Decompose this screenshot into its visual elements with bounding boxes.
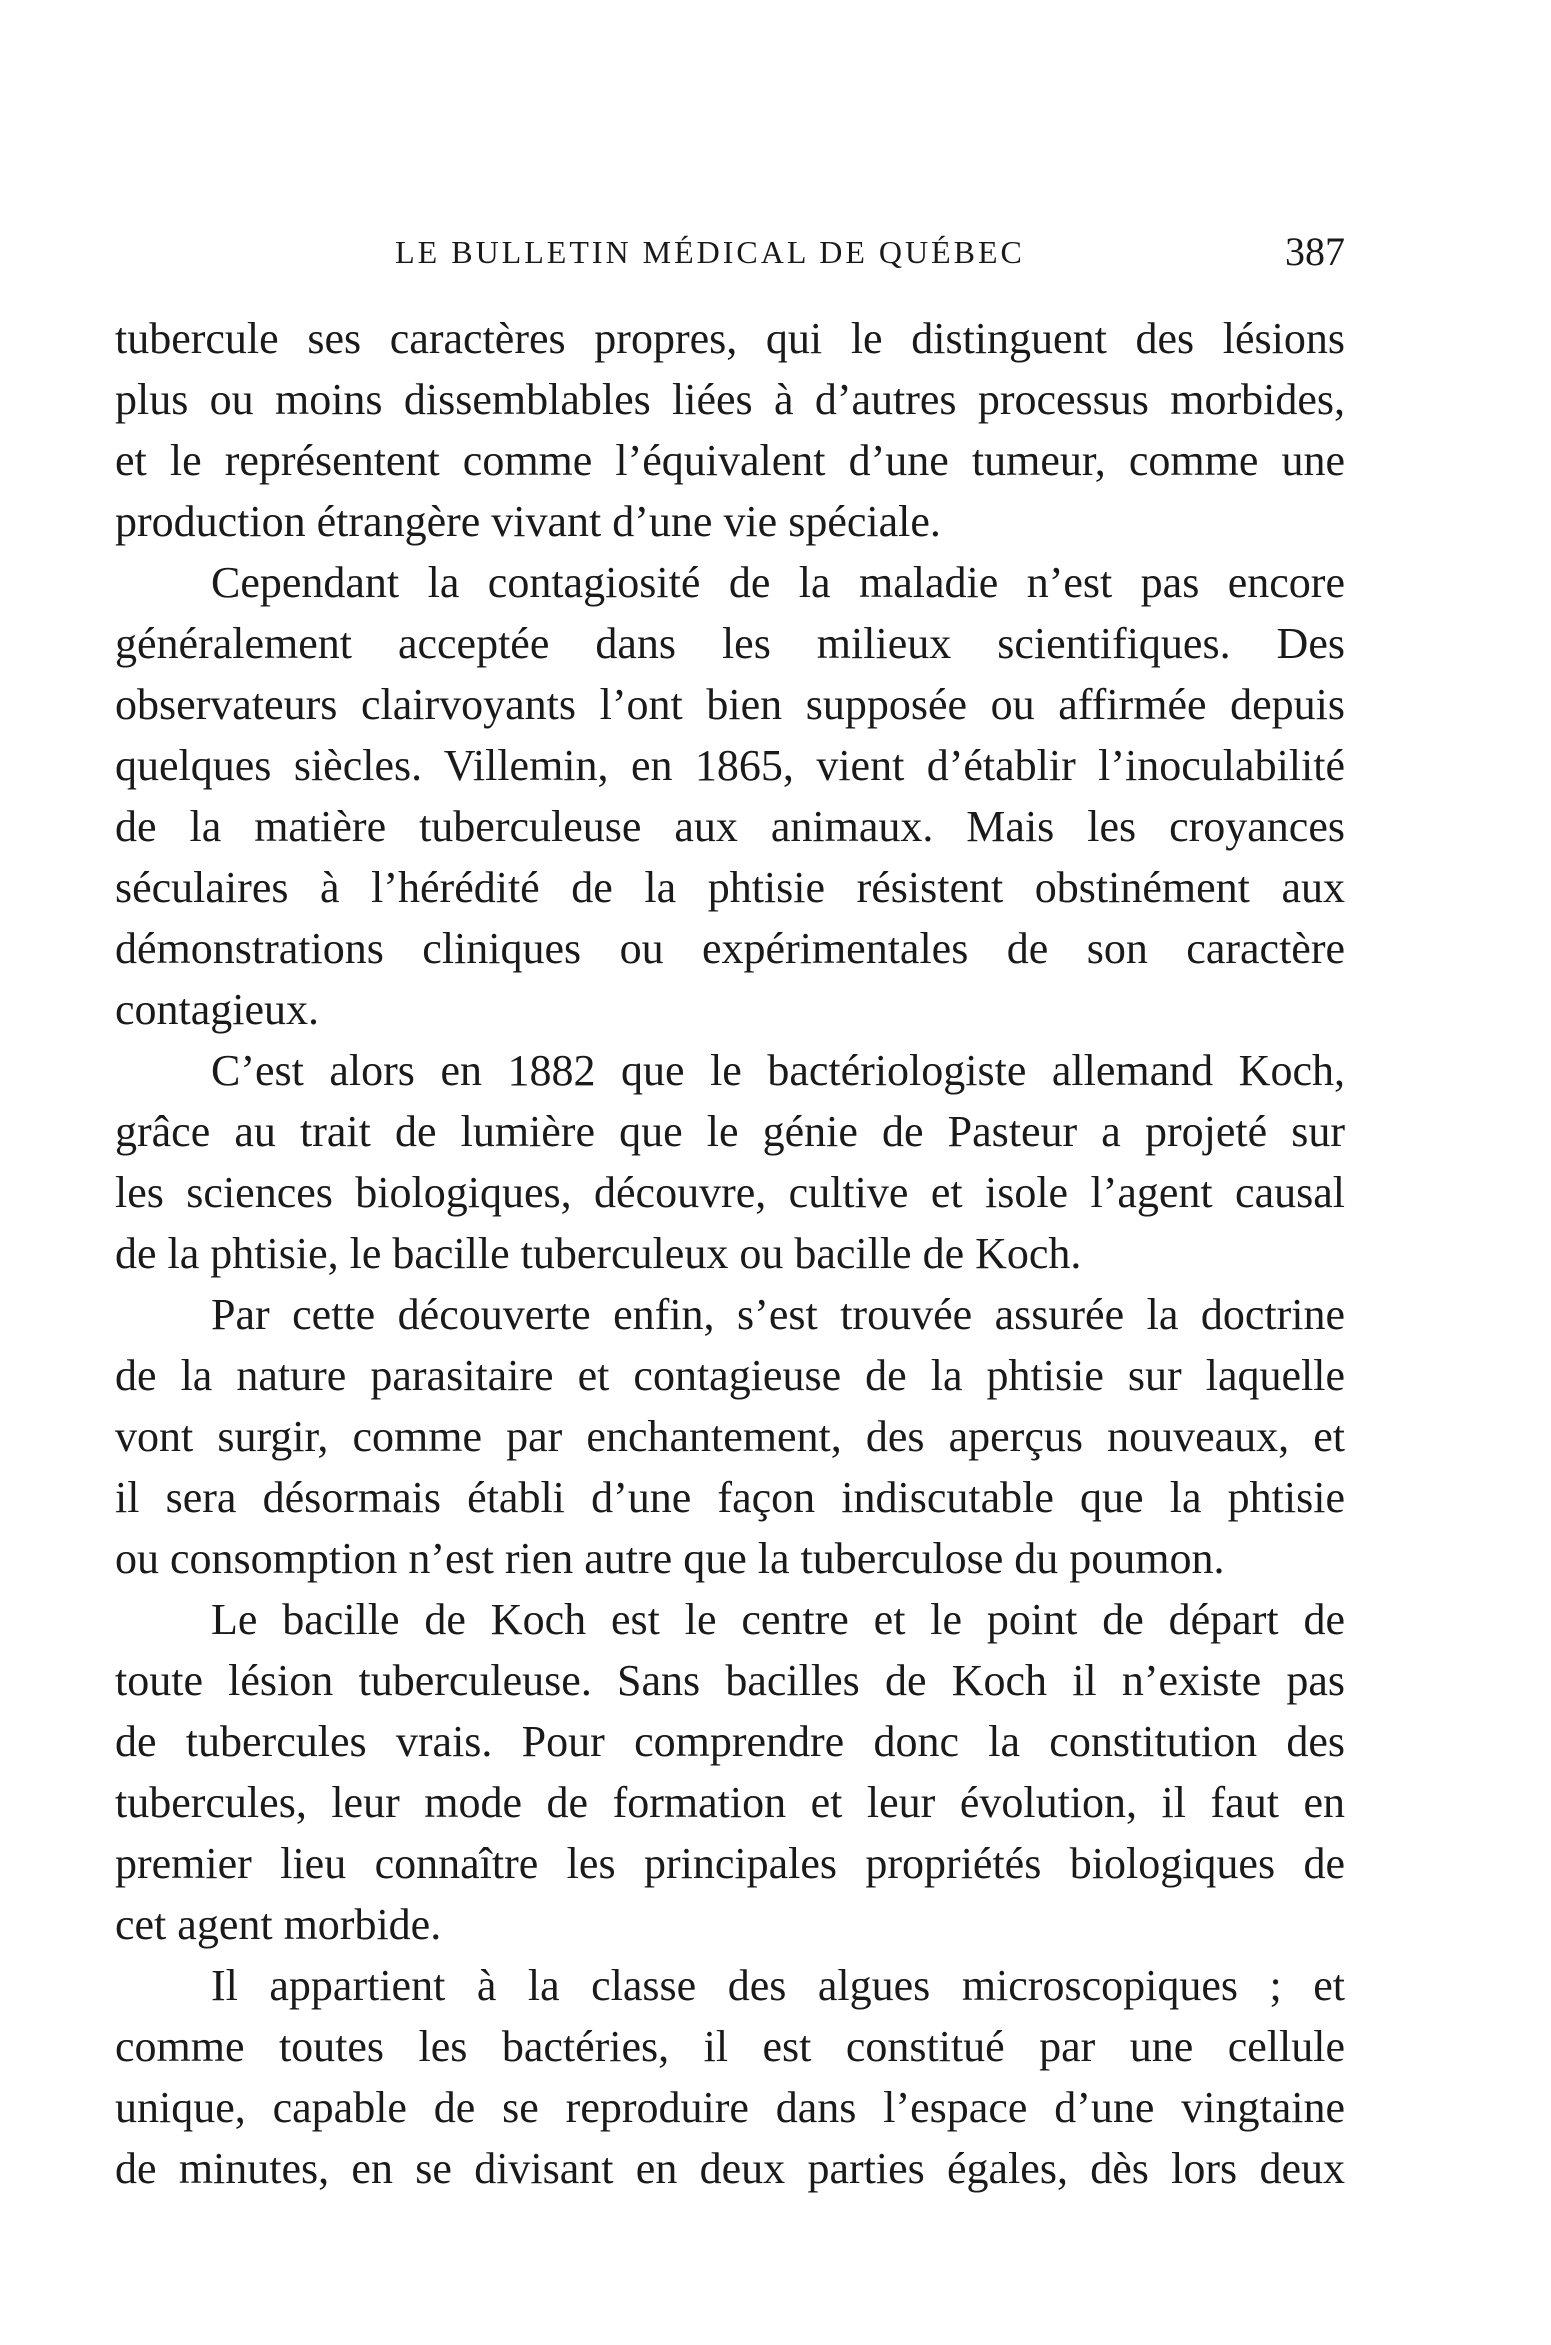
running-title: LE BULLETIN MÉDICAL DE QUÉBEC bbox=[395, 234, 1025, 270]
text-line: plus ou moins dissemblables liées à d’autres processus morbides, bbox=[115, 375, 1345, 424]
text-line: de minutes, en se divisant en deux parties égales, dès lors deux bbox=[115, 2144, 1345, 2193]
running-head bbox=[115, 222, 1345, 282]
text-line: généralement acceptée dans les milieux scientifiques. Des bbox=[115, 619, 1345, 668]
text-line: de la phtisie, le bacille tuberculeux ou bacille de Koch. bbox=[115, 1229, 1082, 1278]
text-line: quelques siècles. Villemin, en 1865, vient d’établir l’inoculabilité bbox=[115, 741, 1345, 790]
text-line: cet agent morbide. bbox=[115, 1900, 442, 1949]
page-number: 387 bbox=[1285, 229, 1345, 274]
text-line: les sciences biologiques, découvre, cultive et isole l’agent causal bbox=[115, 1168, 1345, 1217]
text-line: Il appartient à la classe des algues microscopiques ; et bbox=[211, 1961, 1345, 2010]
paragraph bbox=[115, 308, 1345, 552]
text-line: C’est alors en 1882 que le bactériologiste allemand Koch, bbox=[211, 1046, 1345, 1095]
text-line: séculaires à l’hérédité de la phtisie résistent obstinément aux bbox=[115, 863, 1345, 912]
paragraph bbox=[115, 1284, 1345, 1589]
text-line: de tubercules vrais. Pour comprendre donc la constitution des bbox=[115, 1717, 1345, 1766]
text-line: de la nature parasitaire et contagieuse de la phtisie sur laquelle bbox=[115, 1351, 1345, 1400]
text-line: tubercule ses caractères propres, qui le distinguent des lésions bbox=[115, 314, 1345, 363]
text-line: et le représentent comme l’équivalent d’une tumeur, comme une bbox=[115, 436, 1345, 485]
text-line: il sera désormais établi d’une façon indiscutable que la phtisie bbox=[115, 1473, 1345, 1522]
paragraph bbox=[115, 1955, 1345, 2199]
text-line: toute lésion tuberculeuse. Sans bacilles de Koch il n’existe pas bbox=[115, 1656, 1345, 1705]
text-line: contagieux. bbox=[115, 985, 320, 1034]
text-line: Par cette découverte enfin, s’est trouvée assurée la doctrine bbox=[211, 1290, 1345, 1339]
text-line: démonstrations cliniques ou expérimentales de son caractère bbox=[115, 924, 1345, 973]
text-line: Le bacille de Koch est le centre et le point de départ de bbox=[211, 1595, 1345, 1644]
text-line: tubercules, leur mode de formation et leur évolution, il faut en bbox=[115, 1778, 1345, 1827]
text-line: ou consomption n’est rien autre que la tuberculose du poumon. bbox=[115, 1534, 1225, 1583]
paragraph bbox=[115, 1589, 1345, 1955]
text-line: production étrangère vivant d’une vie spéciale. bbox=[115, 497, 941, 546]
text-line: vont surgir, comme par enchantement, des aperçus nouveaux, et bbox=[115, 1412, 1345, 1461]
paragraph bbox=[115, 552, 1345, 1040]
text-line: grâce au trait de lumière que le génie de Pasteur a projeté sur bbox=[115, 1107, 1345, 1156]
text-line: comme toutes les bactéries, il est constitué par une cellule bbox=[115, 2022, 1345, 2071]
text-line: premier lieu connaître les principales propriétés biologiques de bbox=[115, 1839, 1345, 1888]
paragraph bbox=[115, 1040, 1345, 1284]
text-line: Cependant la contagiosité de la maladie n’est pas encore bbox=[211, 558, 1345, 607]
text-line: unique, capable de se reproduire dans l’espace d’une vingtaine bbox=[115, 2083, 1345, 2132]
body-text bbox=[115, 308, 1345, 2199]
text-line: observateurs clairvoyants l’ont bien supposée ou affirmée depuis bbox=[115, 680, 1345, 729]
text-line: de la matière tuberculeuse aux animaux. Mais les croyances bbox=[115, 802, 1345, 851]
